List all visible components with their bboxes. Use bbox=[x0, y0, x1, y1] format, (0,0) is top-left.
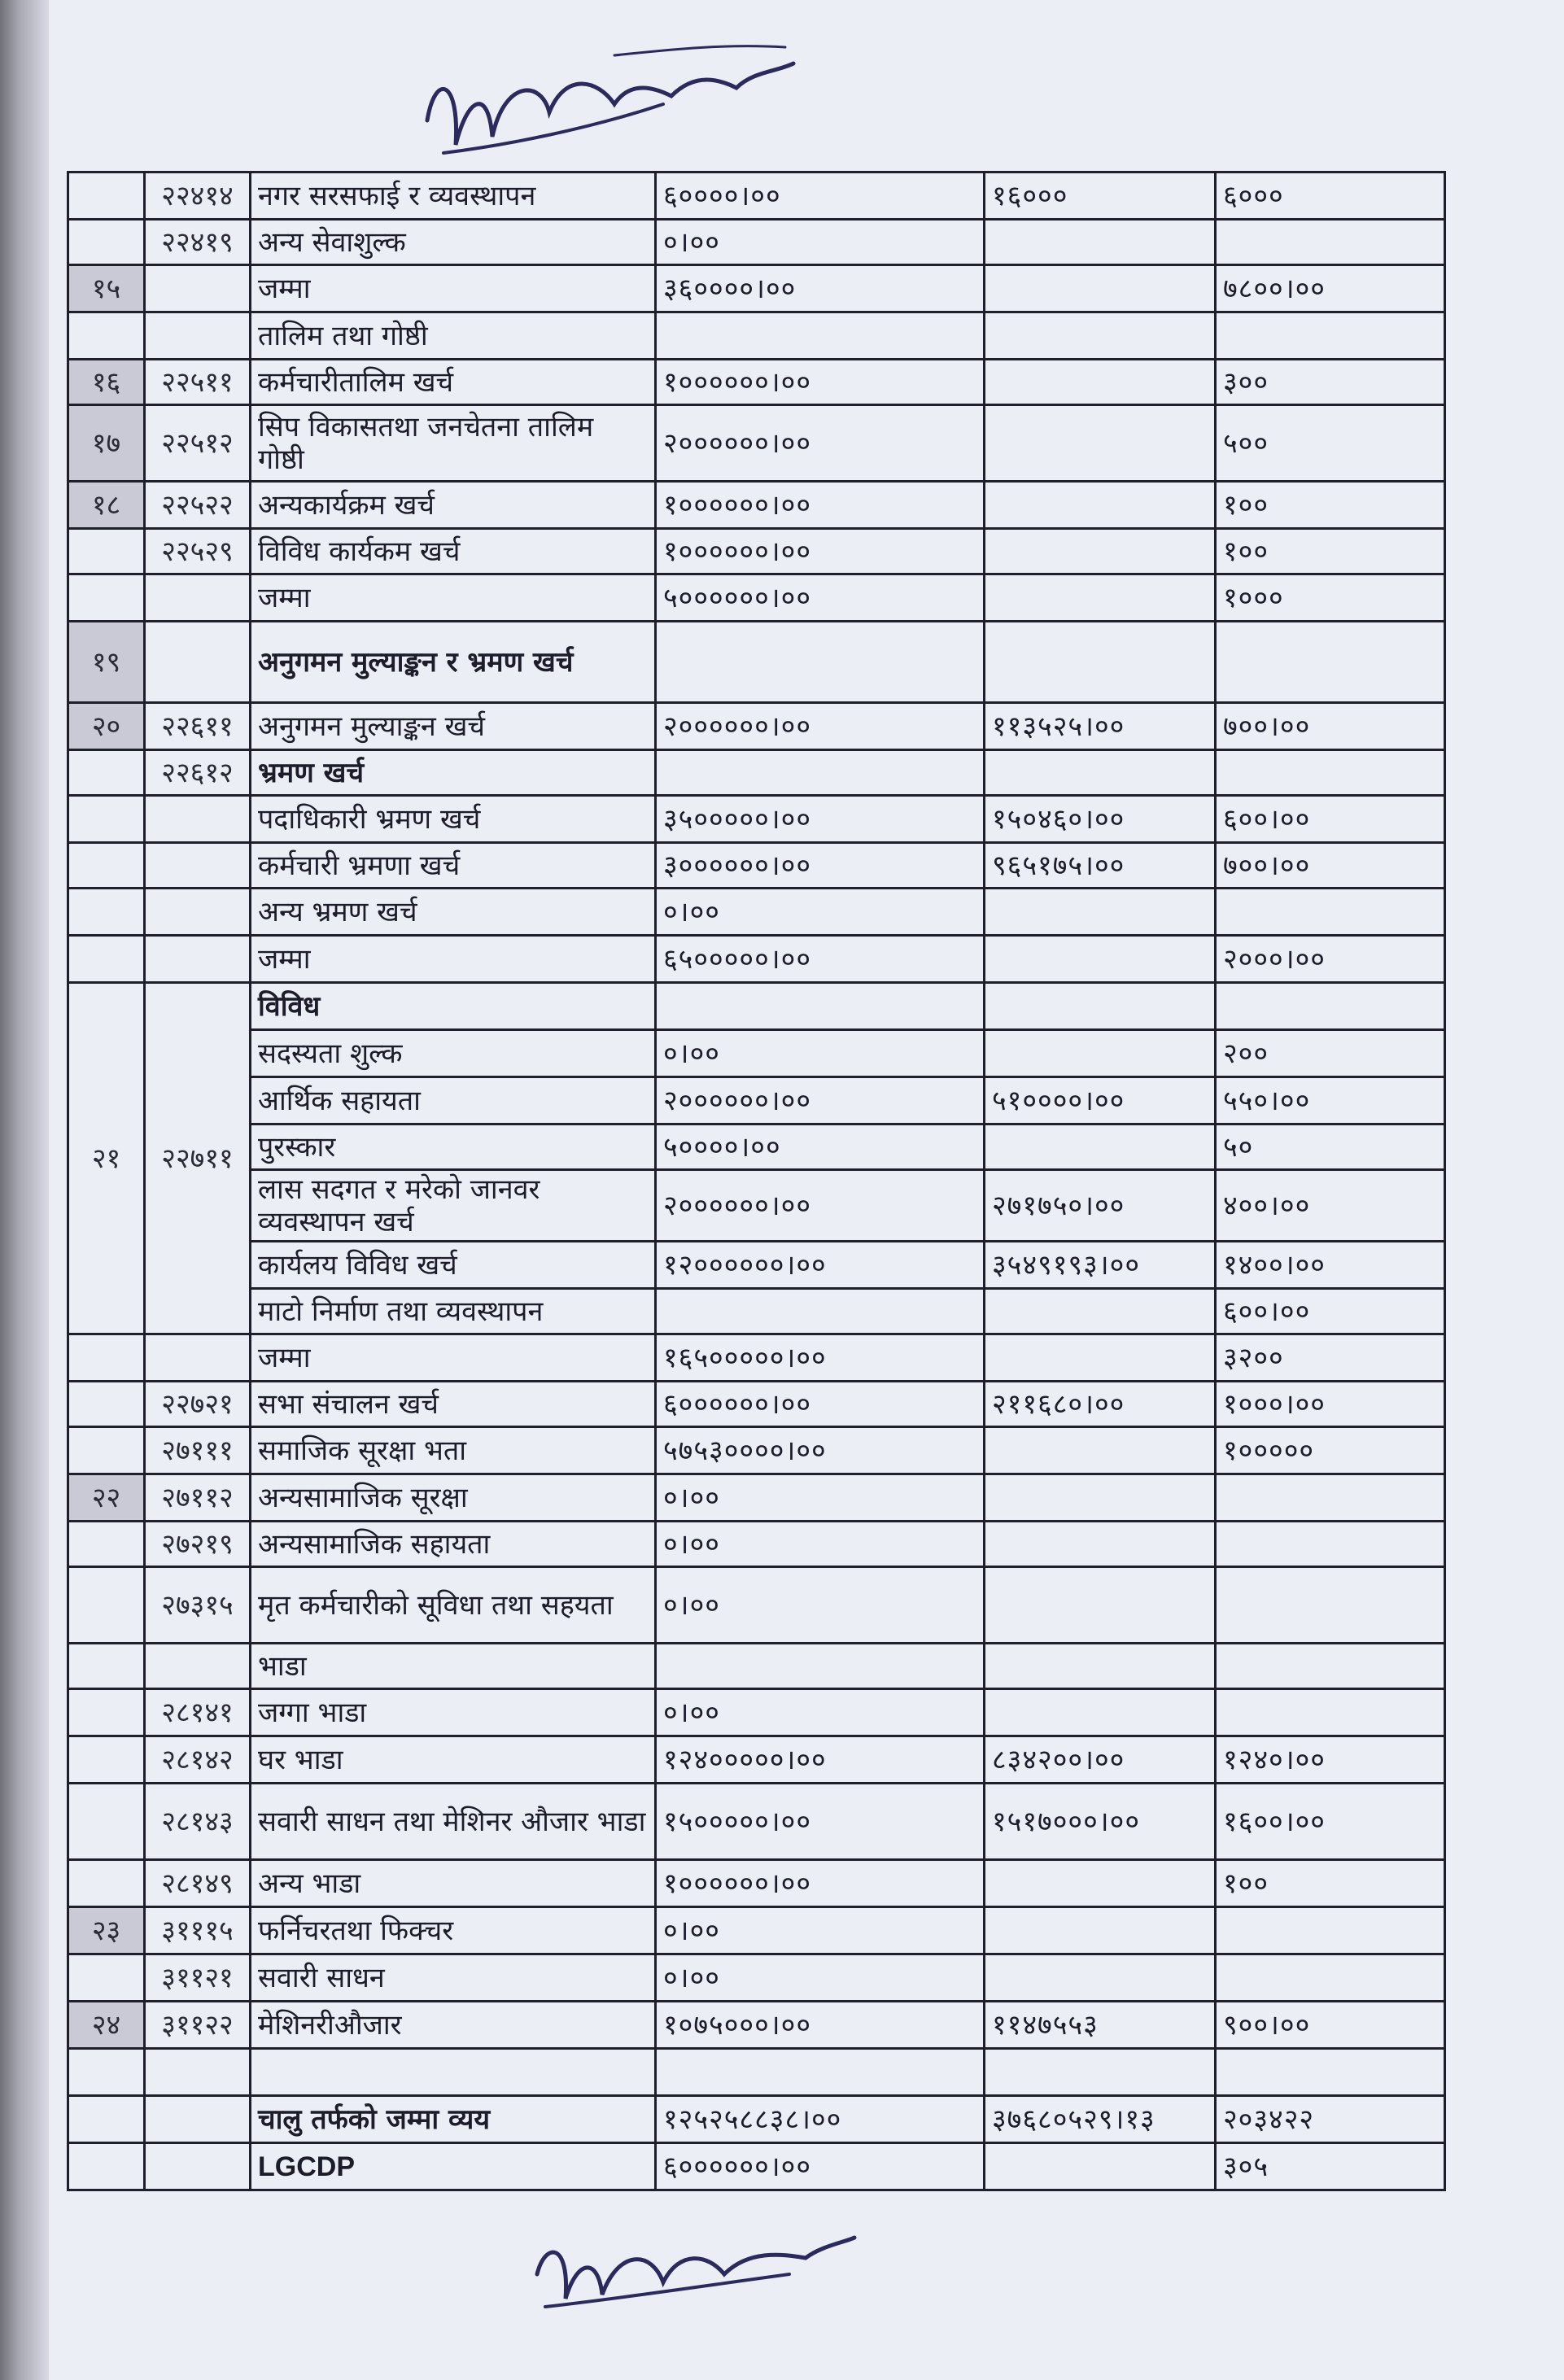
proposed-cell bbox=[1216, 1644, 1445, 1689]
table-row bbox=[68, 1644, 1445, 1689]
proposed-cell: ६००।०० bbox=[1216, 1289, 1445, 1334]
serial-number-cell: २२ bbox=[68, 1474, 145, 1522]
table-row bbox=[68, 360, 1445, 405]
expense-cell bbox=[985, 312, 1216, 360]
table-row bbox=[68, 796, 1445, 843]
title-cell: कर्मचारीतालिम खर्च bbox=[251, 360, 656, 405]
expense-cell bbox=[985, 2049, 1216, 2096]
proposed-cell bbox=[1216, 1689, 1445, 1736]
serial-number-cell: १७ bbox=[68, 405, 145, 482]
title-cell: आर्थिक सहायता bbox=[251, 1077, 656, 1124]
account-code-cell bbox=[145, 889, 251, 936]
serial-number-cell bbox=[68, 1334, 145, 1382]
budget-cell: २००००००।०० bbox=[656, 1170, 985, 1242]
proposed-cell: ९००।०० bbox=[1216, 2002, 1445, 2049]
account-code-cell bbox=[145, 2143, 251, 2190]
budget-cell: ३००००००।०० bbox=[656, 843, 985, 889]
proposed-cell: ३०५ bbox=[1216, 2143, 1445, 2190]
serial-number-cell: २० bbox=[68, 703, 145, 750]
table-row bbox=[68, 1030, 1445, 1077]
table-row bbox=[68, 1860, 1445, 1907]
title-cell: पुरस्कार bbox=[251, 1124, 656, 1170]
proposed-cell bbox=[1216, 1567, 1445, 1644]
serial-number-cell: १५ bbox=[68, 265, 145, 312]
serial-number-cell: १८ bbox=[68, 482, 145, 529]
title-cell: भाडा bbox=[251, 1644, 656, 1689]
title-cell: मेशिनरीऔजार bbox=[251, 2002, 656, 2049]
table-row bbox=[68, 889, 1445, 936]
table-row bbox=[68, 2096, 1445, 2143]
proposed-cell: १०० bbox=[1216, 1860, 1445, 1907]
budget-cell: २००००००।०० bbox=[656, 405, 985, 482]
proposed-cell bbox=[1216, 622, 1445, 703]
budget-cell: ३५०००००।०० bbox=[656, 796, 985, 843]
title-cell bbox=[251, 2049, 656, 2096]
serial-number-cell bbox=[68, 574, 145, 622]
expense-cell bbox=[985, 360, 1216, 405]
account-code-cell: २७१११ bbox=[145, 1427, 251, 1474]
proposed-cell: १००००० bbox=[1216, 1427, 1445, 1474]
title-cell: सभा संचालन खर्च bbox=[251, 1382, 656, 1427]
table-row bbox=[68, 2049, 1445, 2096]
serial-number-cell bbox=[68, 2096, 145, 2143]
table-row bbox=[68, 220, 1445, 265]
table-row bbox=[68, 1784, 1445, 1860]
proposed-cell: ३२०० bbox=[1216, 1334, 1445, 1382]
table-row bbox=[68, 1474, 1445, 1522]
proposed-cell bbox=[1216, 312, 1445, 360]
serial-number-cell bbox=[68, 936, 145, 983]
expense-cell bbox=[985, 265, 1216, 312]
proposed-cell: २०३४२२ bbox=[1216, 2096, 1445, 2143]
table-row bbox=[68, 172, 1445, 220]
expense-cell bbox=[985, 482, 1216, 529]
account-code-cell: ३११२१ bbox=[145, 1954, 251, 2002]
title-cell: माटो निर्माण तथा व्यवस्थापन bbox=[251, 1289, 656, 1334]
budget-cell: ५००००००।०० bbox=[656, 574, 985, 622]
budget-cell: १६५०००००।०० bbox=[656, 1334, 985, 1382]
title-cell: अन्य भ्रमण खर्च bbox=[251, 889, 656, 936]
title-cell: जम्मा bbox=[251, 265, 656, 312]
table-row bbox=[68, 312, 1445, 360]
table-row bbox=[68, 2143, 1445, 2190]
expense-cell: ३५४९१९३।०० bbox=[985, 1242, 1216, 1289]
account-code-cell: २२५१२ bbox=[145, 405, 251, 482]
page-edge-shadow bbox=[0, 0, 49, 2380]
account-code-cell: २८१४३ bbox=[145, 1784, 251, 1860]
budget-cell bbox=[656, 1289, 985, 1334]
table-row bbox=[68, 1170, 1445, 1242]
serial-number-cell bbox=[68, 1784, 145, 1860]
account-code-cell: ३११२२ bbox=[145, 2002, 251, 2049]
account-code-cell bbox=[145, 574, 251, 622]
account-code-cell: २२६१२ bbox=[145, 750, 251, 796]
proposed-cell: ७००।०० bbox=[1216, 843, 1445, 889]
account-code-cell: २८१४२ bbox=[145, 1736, 251, 1784]
account-code-cell: २२५२२ bbox=[145, 482, 251, 529]
budget-cell bbox=[656, 2049, 985, 2096]
proposed-cell bbox=[1216, 983, 1445, 1030]
proposed-cell: १०००।०० bbox=[1216, 1382, 1445, 1427]
budget-cell: ०।०० bbox=[656, 220, 985, 265]
table-row bbox=[68, 1382, 1445, 1427]
table-row bbox=[68, 843, 1445, 889]
title-cell: जम्मा bbox=[251, 936, 656, 983]
expense-cell: ९६५१७५।०० bbox=[985, 843, 1216, 889]
table-row bbox=[68, 1907, 1445, 1954]
table-row bbox=[68, 622, 1445, 703]
account-code-cell bbox=[145, 622, 251, 703]
expense-cell bbox=[985, 1334, 1216, 1382]
account-code-cell: २२७२१ bbox=[145, 1382, 251, 1427]
expense-cell bbox=[985, 1644, 1216, 1689]
proposed-cell: ७८००।०० bbox=[1216, 265, 1445, 312]
title-cell: अनुगमन मुल्याङ्कन र भ्रमण खर्च bbox=[251, 622, 656, 703]
budget-cell: ०।०० bbox=[656, 1522, 985, 1567]
proposed-cell: ५०० bbox=[1216, 405, 1445, 482]
proposed-cell: ७००।०० bbox=[1216, 703, 1445, 750]
signature-bottom bbox=[521, 2217, 863, 2323]
expense-cell bbox=[985, 1289, 1216, 1334]
budget-cell: ०।०० bbox=[656, 1567, 985, 1644]
budget-cell: ५७५३००००।०० bbox=[656, 1427, 985, 1474]
expense-cell: १५१७०००।०० bbox=[985, 1784, 1216, 1860]
table-row bbox=[68, 1954, 1445, 2002]
expense-table bbox=[67, 171, 1446, 2191]
table-row bbox=[68, 265, 1445, 312]
account-code-cell: २२६११ bbox=[145, 703, 251, 750]
serial-number-cell bbox=[68, 750, 145, 796]
budget-cell: ३६००००।०० bbox=[656, 265, 985, 312]
title-cell: तालिम तथा गोष्ठी bbox=[251, 312, 656, 360]
proposed-cell: १०० bbox=[1216, 482, 1445, 529]
table-row bbox=[68, 1289, 1445, 1334]
proposed-cell: ५५०।०० bbox=[1216, 1077, 1445, 1124]
expense-cell: ५१००००।०० bbox=[985, 1077, 1216, 1124]
account-code-cell: २७२१९ bbox=[145, 1522, 251, 1567]
table-row bbox=[68, 1567, 1445, 1644]
serial-number-cell bbox=[68, 529, 145, 574]
expense-cell: ११४७५५३ bbox=[985, 2002, 1216, 2049]
title-cell: अन्यसामाजिक सूरक्षा bbox=[251, 1474, 656, 1522]
serial-number-cell bbox=[68, 1382, 145, 1427]
account-code-cell: ३१११५ bbox=[145, 1907, 251, 1954]
expense-cell bbox=[985, 220, 1216, 265]
budget-cell: १२५२५८८३८।०० bbox=[656, 2096, 985, 2143]
serial-number-cell bbox=[68, 1567, 145, 1644]
proposed-cell: २०००।०० bbox=[1216, 936, 1445, 983]
table-row bbox=[68, 1077, 1445, 1124]
serial-number-cell bbox=[68, 1860, 145, 1907]
proposed-cell: ६००० bbox=[1216, 172, 1445, 220]
title-cell: विविध कार्यकम खर्च bbox=[251, 529, 656, 574]
budget-cell: १५०००००।०० bbox=[656, 1784, 985, 1860]
serial-number-cell bbox=[68, 220, 145, 265]
table-row bbox=[68, 1689, 1445, 1736]
proposed-cell bbox=[1216, 889, 1445, 936]
expense-cell bbox=[985, 2143, 1216, 2190]
title-cell: नगर सरसफाई र व्यवस्थापन bbox=[251, 172, 656, 220]
expense-cell bbox=[985, 622, 1216, 703]
serial-number-cell bbox=[68, 1522, 145, 1567]
serial-number-cell: २४ bbox=[68, 2002, 145, 2049]
proposed-cell: १४००।०० bbox=[1216, 1242, 1445, 1289]
proposed-cell: १६००।०० bbox=[1216, 1784, 1445, 1860]
table-row bbox=[68, 936, 1445, 983]
expense-cell: १५०४६०।०० bbox=[985, 796, 1216, 843]
account-code-cell: २२४१९ bbox=[145, 220, 251, 265]
table-row bbox=[68, 983, 1445, 1030]
account-code-cell bbox=[145, 796, 251, 843]
title-cell: LGCDP bbox=[251, 2143, 656, 2190]
table-row bbox=[68, 529, 1445, 574]
account-code-cell bbox=[145, 1644, 251, 1689]
title-cell: फर्निचरतथा फिक्चर bbox=[251, 1907, 656, 1954]
account-code-cell: २७११२ bbox=[145, 1474, 251, 1522]
table-row bbox=[68, 405, 1445, 482]
proposed-cell: ३०० bbox=[1216, 360, 1445, 405]
account-code-cell: २८१४९ bbox=[145, 1860, 251, 1907]
expense-cell bbox=[985, 889, 1216, 936]
account-code-cell: २२७११ bbox=[145, 983, 251, 1334]
proposed-cell: ४००।०० bbox=[1216, 1170, 1445, 1242]
budget-cell bbox=[656, 312, 985, 360]
proposed-cell: २०० bbox=[1216, 1030, 1445, 1077]
title-cell: अनुगमन मुल्याङ्कन खर्च bbox=[251, 703, 656, 750]
budget-cell bbox=[656, 750, 985, 796]
table-row bbox=[68, 1242, 1445, 1289]
expense-table-body bbox=[68, 172, 1445, 2190]
account-code-cell bbox=[145, 265, 251, 312]
serial-number-cell bbox=[68, 843, 145, 889]
account-code-cell: २२४१४ bbox=[145, 172, 251, 220]
serial-number-cell bbox=[68, 2049, 145, 2096]
signature-top bbox=[411, 23, 802, 177]
table-row bbox=[68, 1522, 1445, 1567]
expense-cell bbox=[985, 1427, 1216, 1474]
serial-number-cell bbox=[68, 1427, 145, 1474]
serial-number-cell bbox=[68, 889, 145, 936]
title-cell: मृत कर्मचारीको सूविधा तथा सहयता bbox=[251, 1567, 656, 1644]
proposed-cell bbox=[1216, 1954, 1445, 2002]
proposed-cell bbox=[1216, 220, 1445, 265]
budget-cell: १२००००००।०० bbox=[656, 1242, 985, 1289]
expense-cell: ३७६८०५२९।१३ bbox=[985, 2096, 1216, 2143]
expense-cell bbox=[985, 1907, 1216, 1954]
table-row bbox=[68, 1334, 1445, 1382]
budget-cell: ०।०० bbox=[656, 1474, 985, 1522]
budget-cell: १००००००।०० bbox=[656, 1860, 985, 1907]
budget-cell: ६५०००००।०० bbox=[656, 936, 985, 983]
title-cell: जम्मा bbox=[251, 1334, 656, 1382]
budget-cell: २००००००।०० bbox=[656, 1077, 985, 1124]
account-code-cell: २२५२९ bbox=[145, 529, 251, 574]
expense-cell: ८३४२००।०० bbox=[985, 1736, 1216, 1784]
title-cell: चालु तर्फको जम्मा व्यय bbox=[251, 2096, 656, 2143]
budget-cell: १००००००।०० bbox=[656, 529, 985, 574]
title-cell: अन्य भाडा bbox=[251, 1860, 656, 1907]
table-row bbox=[68, 482, 1445, 529]
budget-cell bbox=[656, 1644, 985, 1689]
budget-cell bbox=[656, 983, 985, 1030]
title-cell: भ्रमण खर्च bbox=[251, 750, 656, 796]
expense-cell bbox=[985, 1030, 1216, 1077]
account-code-cell bbox=[145, 1334, 251, 1382]
budget-cell: ०।०० bbox=[656, 889, 985, 936]
title-cell: सवारी साधन तथा मेशिनर औजार भाडा bbox=[251, 1784, 656, 1860]
account-code-cell bbox=[145, 2096, 251, 2143]
table-row bbox=[68, 703, 1445, 750]
budget-cell: ६००००००।०० bbox=[656, 2143, 985, 2190]
expense-cell bbox=[985, 1522, 1216, 1567]
expense-cell bbox=[985, 936, 1216, 983]
expense-cell bbox=[985, 1860, 1216, 1907]
expense-cell bbox=[985, 1689, 1216, 1736]
serial-number-cell bbox=[68, 1954, 145, 2002]
expense-cell: २७१७५०।०० bbox=[985, 1170, 1216, 1242]
serial-number-cell: १९ bbox=[68, 622, 145, 703]
account-code-cell: २७३१५ bbox=[145, 1567, 251, 1644]
title-cell: समाजिक सूरक्षा भता bbox=[251, 1427, 656, 1474]
proposed-cell: १००० bbox=[1216, 574, 1445, 622]
title-cell: सवारी साधन bbox=[251, 1954, 656, 2002]
expense-cell bbox=[985, 1124, 1216, 1170]
budget-cell bbox=[656, 622, 985, 703]
budget-cell: ०।०० bbox=[656, 1030, 985, 1077]
expense-cell bbox=[985, 1474, 1216, 1522]
proposed-cell bbox=[1216, 1907, 1445, 1954]
proposed-cell: १०० bbox=[1216, 529, 1445, 574]
table-row bbox=[68, 574, 1445, 622]
table-row bbox=[68, 1736, 1445, 1784]
title-cell: अन्यकार्यक्रम खर्च bbox=[251, 482, 656, 529]
budget-cell: १००००००।०० bbox=[656, 360, 985, 405]
serial-number-cell bbox=[68, 312, 145, 360]
proposed-cell: ५० bbox=[1216, 1124, 1445, 1170]
expense-cell bbox=[985, 574, 1216, 622]
table-row bbox=[68, 2002, 1445, 2049]
account-code-cell bbox=[145, 2049, 251, 2096]
serial-number-cell bbox=[68, 796, 145, 843]
title-cell: अन्यसामाजिक सहायता bbox=[251, 1522, 656, 1567]
title-cell: कार्यलय विविध खर्च bbox=[251, 1242, 656, 1289]
expense-cell bbox=[985, 983, 1216, 1030]
title-cell: पदाधिकारी भ्रमण खर्च bbox=[251, 796, 656, 843]
account-code-cell bbox=[145, 843, 251, 889]
title-cell: सिप विकासतथा जनचेतना तालिम गोष्ठी bbox=[251, 405, 656, 482]
budget-cell: ०।०० bbox=[656, 1954, 985, 2002]
account-code-cell bbox=[145, 312, 251, 360]
expense-cell: १६००० bbox=[985, 172, 1216, 220]
budget-cell: ५००००।०० bbox=[656, 1124, 985, 1170]
budget-cell: २००००००।०० bbox=[656, 703, 985, 750]
serial-number-cell bbox=[68, 1736, 145, 1784]
budget-cell: १००००००।०० bbox=[656, 482, 985, 529]
proposed-cell: ६००।०० bbox=[1216, 796, 1445, 843]
title-cell: घर भाडा bbox=[251, 1736, 656, 1784]
budget-cell: १०७५०००।०० bbox=[656, 2002, 985, 2049]
expense-cell: २११६८०।०० bbox=[985, 1382, 1216, 1427]
title-cell: जम्मा bbox=[251, 574, 656, 622]
title-cell: जग्गा भाडा bbox=[251, 1689, 656, 1736]
serial-number-cell: २१ bbox=[68, 983, 145, 1334]
expense-cell bbox=[985, 405, 1216, 482]
proposed-cell: १२४०।०० bbox=[1216, 1736, 1445, 1784]
account-code-cell: २८१४१ bbox=[145, 1689, 251, 1736]
account-code-cell: २२५११ bbox=[145, 360, 251, 405]
account-code-cell bbox=[145, 936, 251, 983]
proposed-cell bbox=[1216, 1474, 1445, 1522]
proposed-cell bbox=[1216, 750, 1445, 796]
expense-cell bbox=[985, 750, 1216, 796]
serial-number-cell bbox=[68, 1644, 145, 1689]
budget-cell: ६००००००।०० bbox=[656, 1382, 985, 1427]
title-cell: अन्य सेवाशुल्क bbox=[251, 220, 656, 265]
serial-number-cell: १६ bbox=[68, 360, 145, 405]
proposed-cell bbox=[1216, 1522, 1445, 1567]
title-cell: सदस्यता शुल्क bbox=[251, 1030, 656, 1077]
title-cell: विविध bbox=[251, 983, 656, 1030]
serial-number-cell bbox=[68, 1689, 145, 1736]
table-row bbox=[68, 1427, 1445, 1474]
title-cell: लास सदगत र मरेको जानवर व्यवस्थापन खर्च bbox=[251, 1170, 656, 1242]
budget-cell: ०।०० bbox=[656, 1689, 985, 1736]
budget-cell: ६००००।०० bbox=[656, 172, 985, 220]
serial-number-cell bbox=[68, 172, 145, 220]
expense-cell bbox=[985, 529, 1216, 574]
title-cell: कर्मचारी भ्रमणा खर्च bbox=[251, 843, 656, 889]
serial-number-cell: २३ bbox=[68, 1907, 145, 1954]
table-row bbox=[68, 1124, 1445, 1170]
proposed-cell bbox=[1216, 2049, 1445, 2096]
table-row bbox=[68, 750, 1445, 796]
budget-cell: ०।०० bbox=[656, 1907, 985, 1954]
expense-cell bbox=[985, 1567, 1216, 1644]
budget-cell: १२४०००००।०० bbox=[656, 1736, 985, 1784]
expense-cell bbox=[985, 1954, 1216, 2002]
serial-number-cell bbox=[68, 2143, 145, 2190]
expense-cell: ११३५२५।०० bbox=[985, 703, 1216, 750]
